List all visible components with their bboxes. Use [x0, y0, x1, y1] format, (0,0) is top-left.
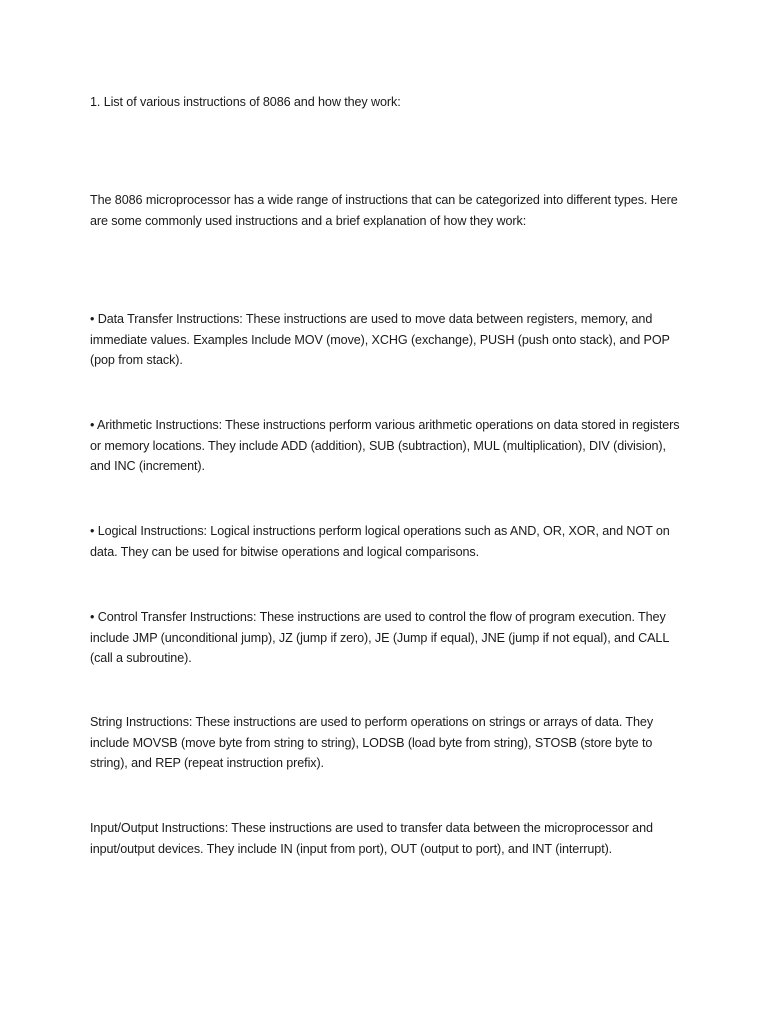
- string-instructions-paragraph: String Instructions: These instructions are used to perform operations on strings or arrays of data. They include MOVSB (move byte from string to string), LODSB (load byte from string), STOSB (store byte to string), and REP (repeat instruction prefix).: [90, 715, 654, 770]
- document-heading: 1. List of various instructions of 8086 and how they work:: [90, 95, 401, 109]
- arithmetic-paragraph: • Arithmetic Instructions: These instructions perform various arithmetic operations on data stored in registers or memory locations. They include ADD (addition), SUB (subtraction), MUL (multiplication), DIV (division), and INC (increment).: [90, 418, 680, 473]
- logical-paragraph: • Logical Instructions: Logical instructions perform logical operations such as AND, OR, XOR, and NOT on data. They can be used for bitwise operations and logical comparisons.: [90, 524, 670, 559]
- intro-paragraph: The 8086 microprocessor has a wide range of instructions that can be categorized into different types. Here are some commonly used instructions and a brief explanation of how they work:: [90, 193, 678, 228]
- data-transfer-paragraph: • Data Transfer Instructions: These instructions are used to move data between registers, memory, and immediate values. Examples Include MOV (move), XCHG (exchange), PUSH (push onto stack), and POP (pop from stack).: [90, 312, 670, 367]
- control-transfer-paragraph: • Control Transfer Instructions: These instructions are used to control the flow of program execution. They include JMP (unconditional jump), JZ (jump if zero), JE (Jump if equal), JNE (jump if not equal), and CALL (call a subroutine).: [90, 610, 669, 665]
- input-output-paragraph: Input/Output Instructions: These instructions are used to transfer data between the microprocessor and input/output devices. They include IN (input from port), OUT (output to port), and INT (interrupt).: [90, 821, 653, 856]
